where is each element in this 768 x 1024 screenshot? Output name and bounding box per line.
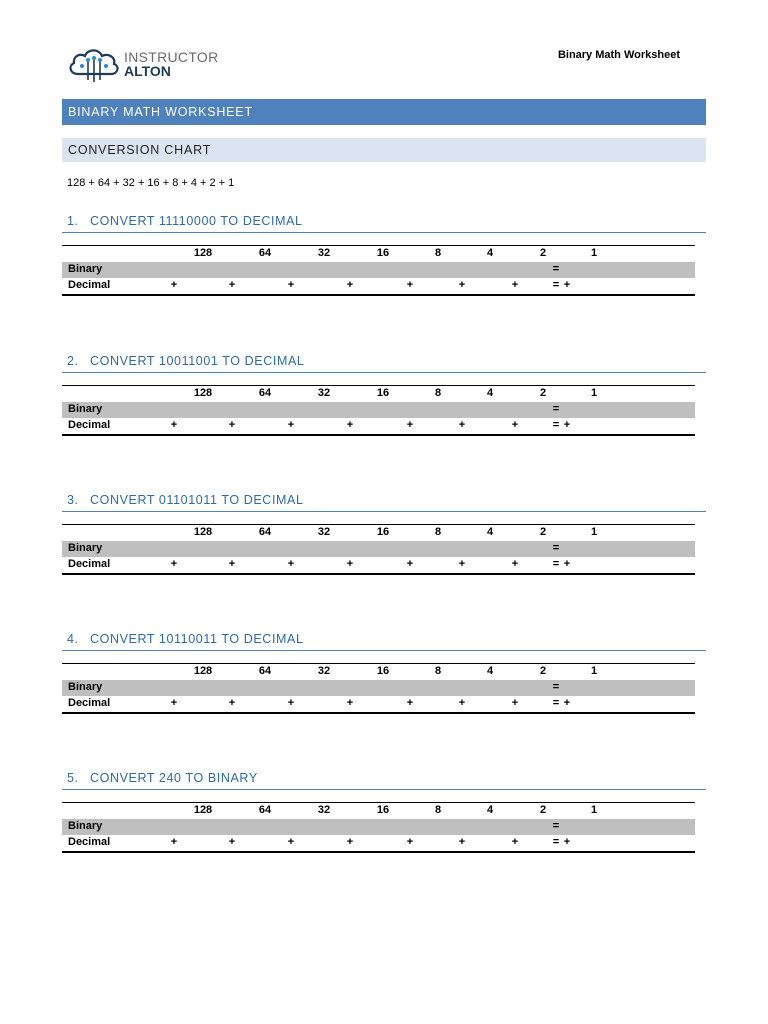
conversion-chart-heading: CONVERSION CHART	[62, 138, 706, 162]
binary-conversion-table	[62, 663, 695, 714]
place-value-header: 1	[590, 526, 598, 538]
place-value-header: 1	[590, 247, 598, 259]
binary-conversion-table	[62, 524, 695, 575]
exercise-heading	[62, 771, 706, 790]
plus-sign: +	[406, 697, 414, 709]
equals-sign: =	[552, 836, 560, 848]
equals-sign: =	[552, 403, 560, 415]
plus-sign: +	[406, 836, 414, 848]
place-value-header: 32	[317, 387, 331, 399]
exercise-title: CONVERT 240 TO BINARY	[90, 771, 258, 785]
plus-sign: +	[228, 697, 236, 709]
binary-row[interactable]	[62, 819, 695, 835]
binary-row[interactable]	[62, 262, 695, 278]
plus-sign: +	[346, 558, 354, 570]
plus-sign: +	[458, 697, 466, 709]
plus-sign: +	[406, 419, 414, 431]
plus-sign: +	[511, 697, 519, 709]
place-value-header: 128	[193, 665, 213, 677]
exercise-section	[62, 632, 706, 714]
place-value-header: 16	[376, 387, 390, 399]
binary-row[interactable]	[62, 402, 695, 418]
place-value-header: 2	[539, 526, 547, 538]
place-value-header: 8	[434, 247, 442, 259]
place-value-header: 32	[317, 665, 331, 677]
plus-sign: +	[228, 419, 236, 431]
exercise-heading	[62, 493, 706, 512]
decimal-row[interactable]	[62, 557, 695, 573]
binary-row-label: Binary	[68, 820, 103, 832]
equals-sign: =	[552, 542, 560, 554]
place-value-header: 64	[258, 804, 272, 816]
place-value-header: 2	[539, 387, 547, 399]
equals-sign: =	[552, 419, 560, 431]
exercise-number: 5.	[67, 771, 79, 785]
plus-sign: +	[287, 279, 295, 291]
place-value-header: 4	[486, 247, 494, 259]
exercise-number: 1.	[67, 214, 79, 228]
binary-row-label: Binary	[68, 542, 103, 554]
plus-sign: +	[458, 836, 466, 848]
binary-row-label: Binary	[68, 263, 103, 275]
place-value-header: 16	[376, 665, 390, 677]
exercise-section	[62, 771, 706, 853]
plus-sign: +	[287, 836, 295, 848]
cloud-circuit-icon	[66, 44, 122, 84]
place-value-header: 64	[258, 526, 272, 538]
plus-sign: +	[346, 836, 354, 848]
place-value-header: 2	[539, 247, 547, 259]
place-value-header: 2	[539, 665, 547, 677]
plus-sign: +	[170, 697, 178, 709]
binary-row[interactable]	[62, 541, 695, 557]
exercise-number: 3.	[67, 493, 79, 507]
plus-sign: +	[346, 419, 354, 431]
exercise-heading	[62, 632, 706, 651]
place-value-header: 4	[486, 804, 494, 816]
plus-sign: +	[228, 836, 236, 848]
binary-conversion-table	[62, 245, 695, 296]
place-value-row	[62, 803, 695, 819]
logo-wordmark-line1: INSTRUCTOR	[124, 49, 219, 65]
exercise-heading	[62, 214, 706, 233]
plus-sign: +	[406, 558, 414, 570]
decimal-row-label: Decimal	[68, 419, 111, 431]
equals-sign: =	[552, 263, 560, 275]
exercise-number: 4.	[67, 632, 79, 646]
plus-sign: +	[346, 279, 354, 291]
plus-sign: +	[458, 419, 466, 431]
equals-sign: =	[552, 279, 560, 291]
place-value-header: 2	[539, 804, 547, 816]
place-value-header: 128	[193, 247, 213, 259]
conversion-formula: 128 + 64 + 32 + 16 + 8 + 4 + 2 + 1	[67, 177, 235, 189]
place-value-header: 4	[486, 665, 494, 677]
place-value-header: 8	[434, 526, 442, 538]
place-value-row	[62, 386, 695, 402]
decimal-row-label: Decimal	[68, 836, 111, 848]
decimal-row[interactable]	[62, 696, 695, 712]
place-value-header: 64	[258, 387, 272, 399]
plus-sign: +	[563, 558, 571, 570]
place-value-header: 64	[258, 665, 272, 677]
document-header-title: Binary Math Worksheet	[557, 49, 680, 61]
equals-sign: =	[552, 820, 560, 832]
place-value-header: 32	[317, 526, 331, 538]
place-value-header: 128	[193, 387, 213, 399]
exercise-number: 2.	[67, 354, 79, 368]
place-value-header: 32	[317, 804, 331, 816]
plus-sign: +	[170, 279, 178, 291]
exercise-title: CONVERT 01101011 TO DECIMAL	[90, 493, 304, 507]
place-value-header: 128	[193, 804, 213, 816]
plus-sign: +	[170, 836, 178, 848]
decimal-row-label: Decimal	[68, 697, 111, 709]
plus-sign: +	[511, 419, 519, 431]
decimal-row-label: Decimal	[68, 279, 111, 291]
binary-row[interactable]	[62, 680, 695, 696]
plus-sign: +	[287, 558, 295, 570]
plus-sign: +	[170, 558, 178, 570]
place-value-header: 4	[486, 526, 494, 538]
instructor-alton-logo	[66, 44, 226, 84]
worksheet-title-banner: BINARY MATH WORKSHEET	[62, 99, 706, 125]
equals-sign: =	[552, 558, 560, 570]
logo-wordmark-line2: ALTON	[124, 63, 171, 79]
plus-sign: +	[563, 697, 571, 709]
place-value-header: 128	[193, 526, 213, 538]
plus-sign: +	[287, 697, 295, 709]
place-value-row	[62, 664, 695, 680]
place-value-header: 8	[434, 804, 442, 816]
plus-sign: +	[170, 419, 178, 431]
exercise-title: CONVERT 10110011 TO DECIMAL	[90, 632, 304, 646]
exercise-section	[62, 493, 706, 575]
place-value-header: 4	[486, 387, 494, 399]
plus-sign: +	[346, 697, 354, 709]
place-value-header: 16	[376, 526, 390, 538]
equals-sign: =	[552, 697, 560, 709]
equals-sign: =	[552, 681, 560, 693]
plus-sign: +	[287, 419, 295, 431]
place-value-header: 16	[376, 804, 390, 816]
binary-row-label: Binary	[68, 403, 103, 415]
plus-sign: +	[458, 558, 466, 570]
place-value-row	[62, 246, 695, 262]
decimal-row-label: Decimal	[68, 558, 111, 570]
place-value-header: 16	[376, 247, 390, 259]
plus-sign: +	[563, 279, 571, 291]
place-value-header: 1	[590, 804, 598, 816]
exercise-section	[62, 214, 706, 296]
place-value-header: 64	[258, 247, 272, 259]
place-value-header: 32	[317, 247, 331, 259]
decimal-row[interactable]	[62, 418, 695, 434]
binary-conversion-table	[62, 385, 695, 436]
place-value-row	[62, 525, 695, 541]
exercise-section	[62, 354, 706, 436]
plus-sign: +	[406, 279, 414, 291]
binary-conversion-table	[62, 802, 695, 853]
binary-row-label: Binary	[68, 681, 103, 693]
place-value-header: 8	[434, 665, 442, 677]
decimal-row[interactable]	[62, 278, 695, 294]
plus-sign: +	[228, 279, 236, 291]
exercise-heading	[62, 354, 706, 373]
plus-sign: +	[511, 558, 519, 570]
place-value-header: 1	[590, 387, 598, 399]
place-value-header: 8	[434, 387, 442, 399]
exercise-title: CONVERT 11110000 TO DECIMAL	[90, 214, 303, 228]
plus-sign: +	[511, 836, 519, 848]
plus-sign: +	[228, 558, 236, 570]
plus-sign: +	[563, 419, 571, 431]
exercise-title: CONVERT 10011001 TO DECIMAL	[90, 354, 305, 368]
plus-sign: +	[563, 836, 571, 848]
decimal-row[interactable]	[62, 835, 695, 851]
plus-sign: +	[511, 279, 519, 291]
plus-sign: +	[458, 279, 466, 291]
place-value-header: 1	[590, 665, 598, 677]
